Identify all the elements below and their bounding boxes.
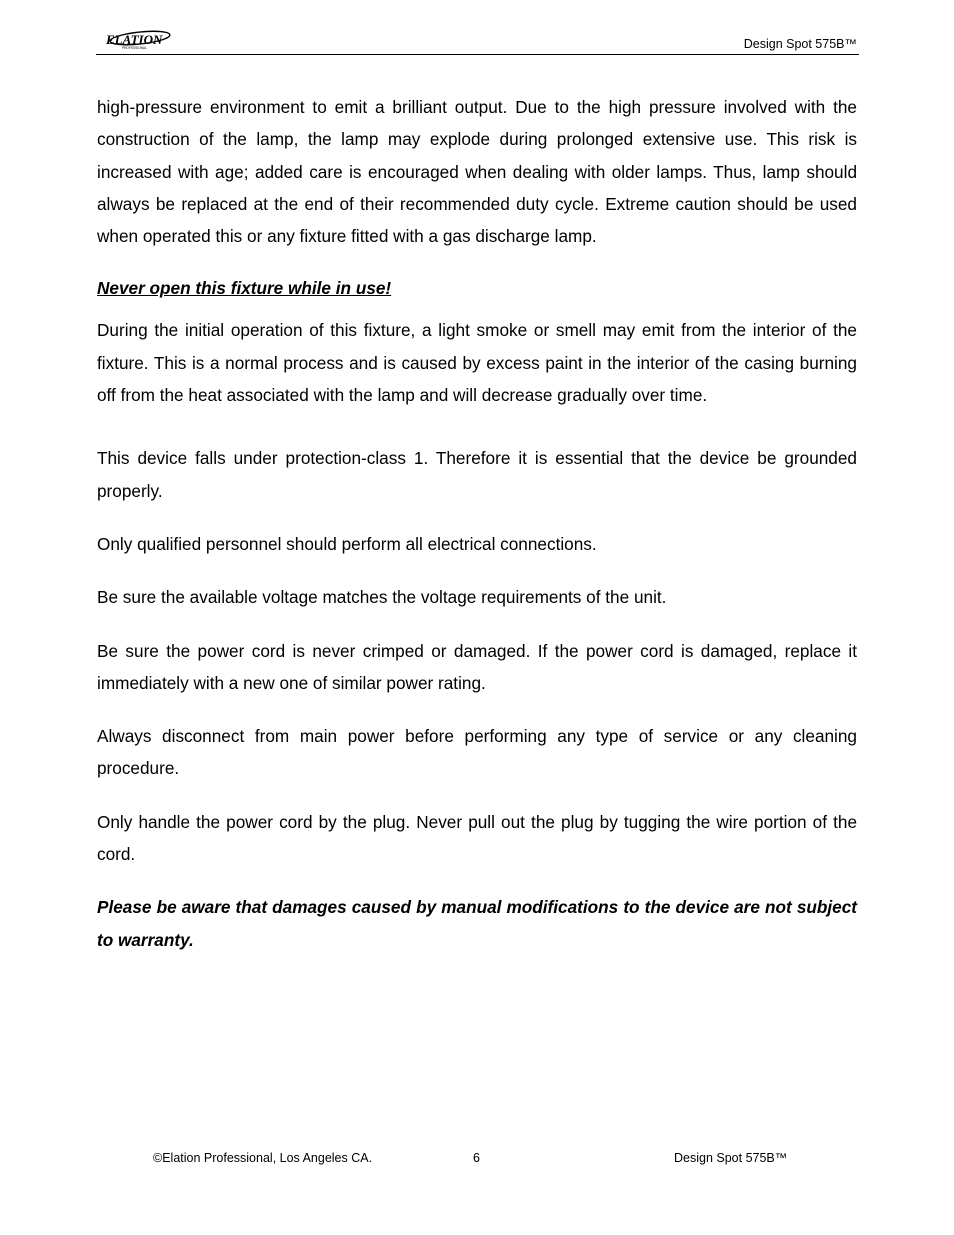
paragraph-disconnect-power: Always disconnect from main power before performing any type of service or any cleaning procedure.	[97, 726, 857, 779]
paragraph-warranty-notice: Please be aware that damages caused by manual modifications to the device are not subject to warranty.	[97, 897, 857, 950]
elation-logo	[102, 28, 172, 50]
paragraph-voltage: Be sure the available voltage matches the voltage requirements of the unit.	[97, 587, 667, 608]
footer-page-number: 6	[473, 1151, 480, 1165]
footer-product-title: Design Spot 575B™	[674, 1151, 788, 1165]
svg-text:PROFESSIONAL: PROFESSIONAL	[122, 46, 147, 50]
paragraph-lamp-pressure: high-pressure environment to emit a brilliant output. Due to the high pressure involved with the construction of the lamp, the lamp may explode during prolonged extensive use. This risk is increased with age; added care is encouraged when dealing with older lamps. Thus, lamp should always be replaced at the end of their recommended duty cycle. Extreme caution should be used when operated this or any fixture fitted with a gas discharge lamp.	[97, 97, 857, 247]
header-product-title: Design Spot 575B™	[743, 37, 857, 51]
paragraph-initial-operation: During the initial operation of this fixture, a light smoke or smell may emit from the interior of the fixture. This is a normal process and is caused by excess paint in the interior of the casing burning off from the heat associated with the lamp and will decrease gradually over time.	[97, 320, 857, 406]
paragraph-qualified-personnel: Only qualified personnel should perform all electrical connections.	[97, 533, 597, 554]
paragraph-power-cord: Be sure the power cord is never crimped or damaged. If the power cord is damaged, replace it immediately with a new one of similar power rating.	[97, 640, 857, 693]
svg-text:ELATION: ELATION	[106, 32, 163, 47]
page-header	[96, 26, 859, 55]
paragraph-protection-class: This device falls under protection-class 1. Therefore it is essential that the device be grounded properly.	[97, 448, 857, 501]
warning-heading: Never open this fixture while in use!	[97, 278, 392, 299]
paragraph-handle-plug: Only handle the power cord by the plug. Never pull out the plug by tugging the wire portion of the cord.	[97, 811, 857, 865]
footer-copyright: ©Elation Professional, Los Angeles CA.	[153, 1151, 373, 1165]
page-content	[97, 91, 857, 956]
